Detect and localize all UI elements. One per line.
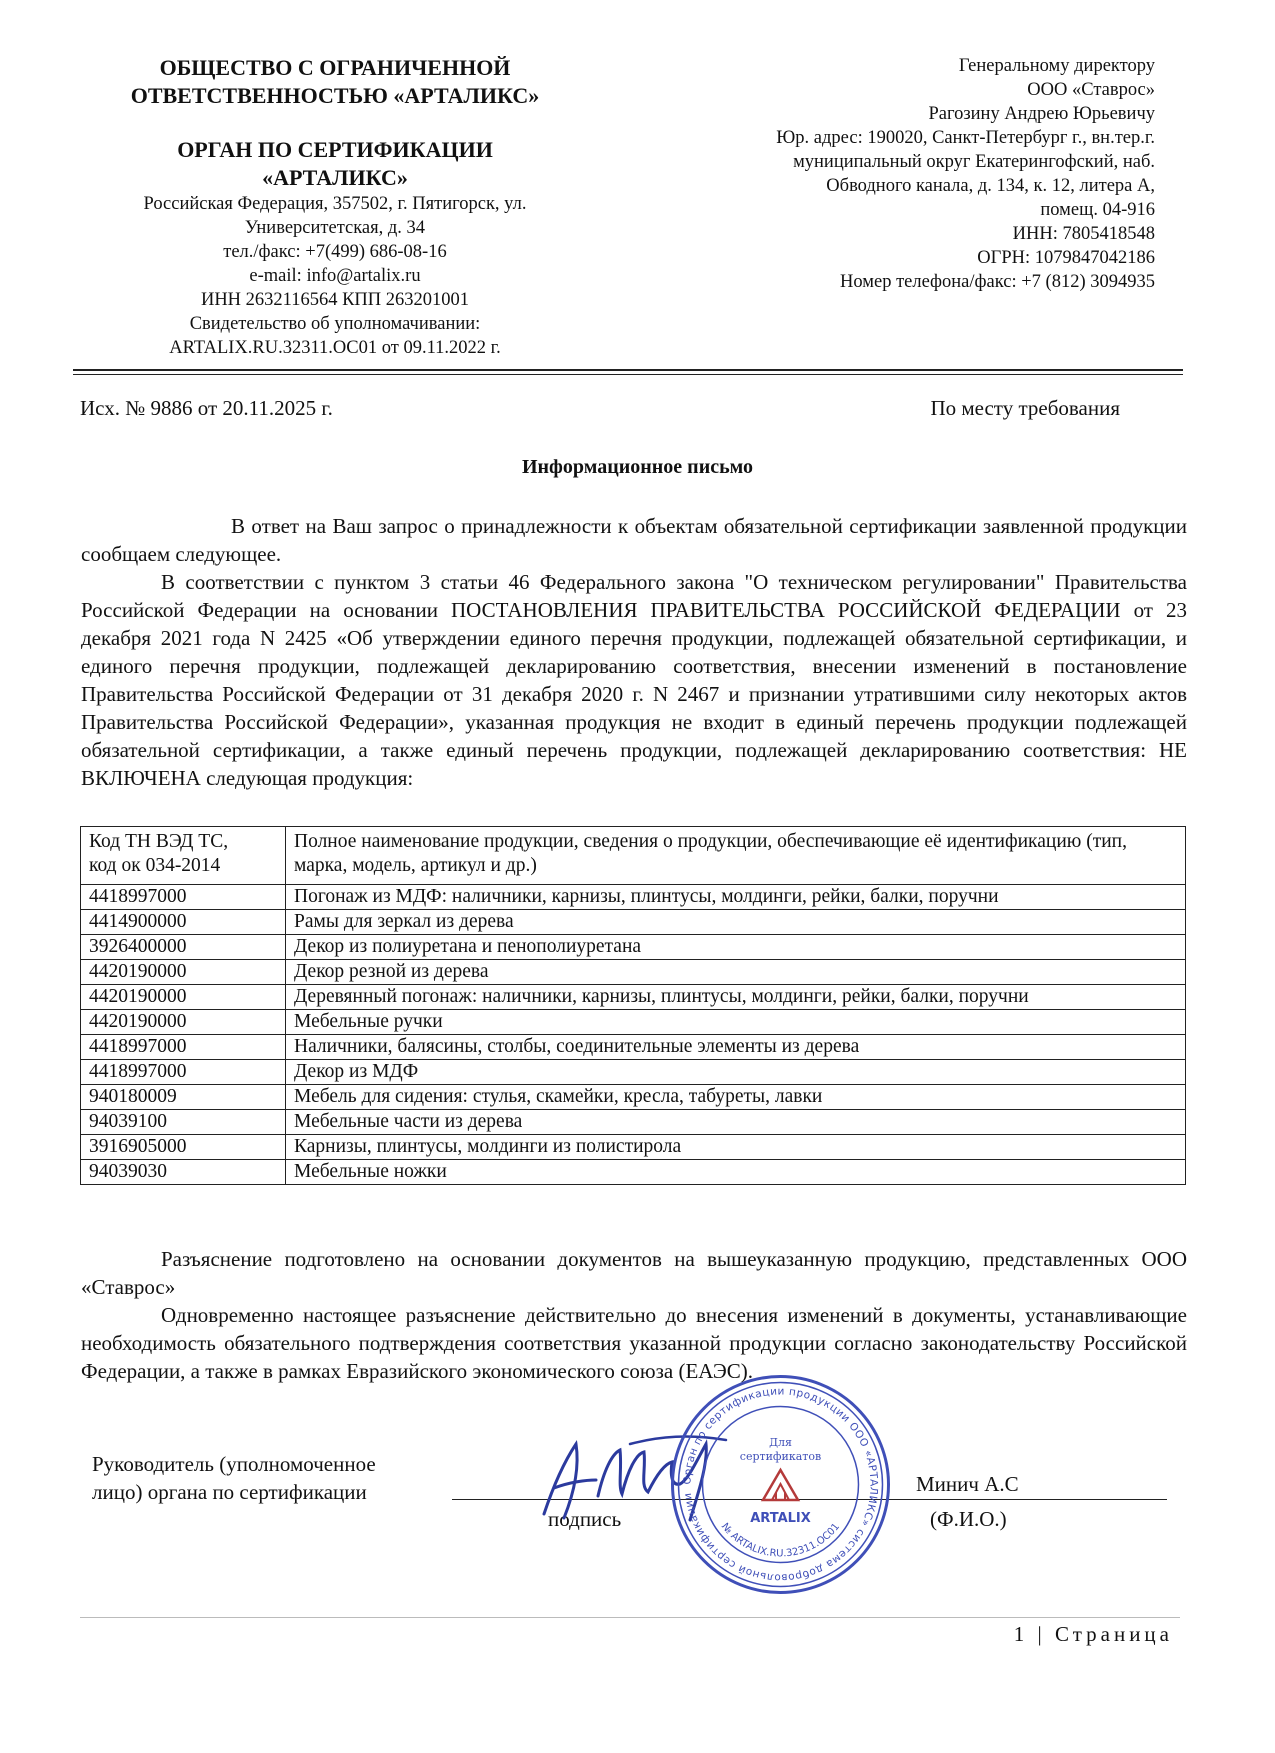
products-table — [80, 826, 1186, 1185]
table-row — [81, 1010, 1186, 1035]
product-code: 94039030 — [81, 1160, 286, 1185]
stamp-ring-text: Орган по сертификации продукции ООО «АРТАЛИКС» система добровольной сертификации — [681, 1385, 880, 1584]
product-name: Декор резной из дерева — [286, 960, 1186, 985]
product-name: Погонаж из МДФ: наличники, карнизы, плинтусы, молдинги, рейки, балки, поручни — [286, 885, 1186, 910]
product-name: Наличники, балясины, столбы, соединительные элементы из дерева — [286, 1035, 1186, 1060]
table-header-row — [81, 827, 1186, 885]
sender-phone: тел./факс: +7(499) 686-08-16 — [223, 242, 447, 262]
sender-address-line2: Университетская, д. 34 — [244, 218, 426, 238]
product-code: 4418997000 — [81, 1035, 286, 1060]
paragraph-basis-docs: Разъяснение подготовлено на основании документов на вышеуказанную продукцию, представленных ООО «Ставрос» — [81, 1247, 1187, 1299]
recipient-line: ОГРН: 1079847042186 — [977, 248, 1155, 268]
product-name: Рамы для зеркал из дерева — [286, 910, 1186, 935]
product-name: Мебельные ручки — [286, 1010, 1186, 1035]
table-row — [81, 1035, 1186, 1060]
table-row — [81, 1060, 1186, 1085]
table-row — [81, 910, 1186, 935]
paragraph-legal-basis: В соответствии с пунктом 3 статьи 46 Федерального закона "О техническом регулировании" Правительства Российской Федерации на основании ПОСТАНОВЛЕНИЯ ПРАВИТЕЛЬСТВА РОССИЙСКОЙ ФЕДЕРАЦИИ от 23 декабря 2021 года N 2425 «Об утверждении единого перечня продукции, подлежащей обязательной сертификации, и единого перечня продукции, подлежащей декларированию соответствия, внесении изменений в постановление Правительства Российской Федерации от 31 декабря 2020 г. N 2467 и признании утратившими силу некоторых актов Правительства Российской Федерации», указанная продукция не входит в единый перечень продукции подлежащей обязательной сертификации, а также единый перечень продукции, подлежащей декларированию соответствия: НЕ ВКЛЮЧЕНА следующая продукция: — [81, 570, 1187, 790]
sender-org-name: ОБЩЕСТВО С ОГРАНИЧЕННОЙ ОТВЕТСТВЕННОСТЬЮ «АРТАЛИКС» — [130, 55, 540, 108]
sender-cert-line2: ARTALIX.RU.32311.OC01 от 09.11.2022 г. — [169, 338, 501, 358]
table-row — [81, 885, 1186, 910]
certification-body-name: ОРГАН ПО СЕРТИФИКАЦИИ «АРТАЛИКС» — [177, 137, 493, 190]
product-code: 4418997000 — [81, 1060, 286, 1085]
table-row — [81, 935, 1186, 960]
product-name: Деревянный погонаж: наличники, карнизы, плинтусы, молдинги, рейки, балки, поручни — [286, 985, 1186, 1010]
sender-inn-kpp: ИНН 2632116564 КПП 263201001 — [200, 290, 470, 310]
header-code-cell: Код ТН ВЭД ТС, код ок 034-2014 — [81, 827, 286, 885]
certification-stamp — [668, 1372, 893, 1597]
product-code: 4420190000 — [81, 960, 286, 985]
product-name: Мебель для сидения: стулья, скамейки, кресла, табуреты, лавки — [286, 1085, 1186, 1110]
recipient-line: Номер телефона/факс: +7 (812) 3094935 — [840, 272, 1155, 292]
fio-label: (Ф.И.О.) — [930, 1507, 1007, 1531]
recipient-line: Обводного канала, д. 134, к. 12, литера А, — [826, 176, 1155, 196]
footer-divider — [80, 1617, 1180, 1618]
product-code: 94039100 — [81, 1110, 286, 1135]
destination: По месту требования — [930, 396, 1120, 420]
page-number: 1 | Страница — [1013, 1622, 1173, 1646]
sender-cert-line1: Свидетельство об уполномачивании: — [189, 314, 481, 334]
product-name: Декор из полиуретана и пенополиуретана — [286, 935, 1186, 960]
product-code: 3926400000 — [81, 935, 286, 960]
recipient-line: Рагозину Андрею Юрьевичу — [928, 104, 1155, 124]
table-row — [81, 1110, 1186, 1135]
product-code: 4414900000 — [81, 910, 286, 935]
table-row — [81, 1135, 1186, 1160]
table-row — [81, 1085, 1186, 1110]
signer-role: Руководитель (уполномоченное лицо) органа по сертификации — [92, 1452, 376, 1504]
outgoing-number: Исх. № 9886 от 20.11.2025 г. — [80, 396, 333, 420]
product-code: 3916905000 — [81, 1135, 286, 1160]
sender-address-line1: Российская Федерация, 357502, г. Пятигорск, ул. — [143, 194, 527, 214]
recipient-line: помещ. 04-916 — [1040, 200, 1155, 220]
paragraph-validity: Одновременно настоящее разъяснение действительно до внесения изменений в документы, устанавливающие необходимость обязательного подтверждения соответствия указанной продукции согласно законодательству Российской Федерации, а также в рамках Евразийского экономического союза (ЕАЭС). — [81, 1303, 1187, 1383]
stamp-brand: ARTALIX — [750, 1511, 811, 1526]
product-code: 4420190000 — [81, 985, 286, 1010]
product-code: 4420190000 — [81, 1010, 286, 1035]
sender-block — [95, 54, 575, 360]
table-row — [81, 985, 1186, 1010]
product-name: Декор из МДФ — [286, 1060, 1186, 1085]
recipient-block — [595, 54, 1155, 294]
product-name: Мебельные части из дерева — [286, 1110, 1186, 1135]
recipient-line: муниципальный округ Екатерингофский, наб. — [793, 152, 1155, 172]
stamp-center-top: Для — [769, 1436, 792, 1449]
header-divider-thin — [73, 374, 1183, 375]
product-code: 940180009 — [81, 1085, 286, 1110]
paragraph-intro: В ответ на Ваш запрос о принадлежности к объектам обязательной сертификации заявленной продукции сообщаем следующее. — [81, 514, 1187, 566]
product-name: Мебельные ножки — [286, 1160, 1186, 1185]
table-row — [81, 1160, 1186, 1185]
letter-title: Информационное письмо — [521, 456, 754, 478]
signature-label: подпись — [548, 1507, 622, 1531]
signer-name: Минич А.С — [916, 1472, 1019, 1496]
stamp-logo-icon — [763, 1470, 798, 1500]
product-name: Карнизы, плинтусы, молдинги из полистирола — [286, 1135, 1186, 1160]
sender-email: e-mail: info@artalix.ru — [249, 266, 421, 286]
product-code: 4418997000 — [81, 885, 286, 910]
table-row — [81, 960, 1186, 985]
stamp-reg-text: № ARTALIX.RU.32311.OC01 — [718, 1521, 843, 1560]
recipient-line: ООО «Ставрос» — [1027, 80, 1155, 100]
recipient-line: ИНН: 7805418548 — [1012, 224, 1155, 244]
header-divider — [73, 369, 1183, 371]
recipient-line: Генеральному директору — [958, 56, 1155, 76]
recipient-line: Юр. адрес: 190020, Санкт-Петербург г., вн.тер.г. — [776, 128, 1155, 148]
svg-text:№ ARTALIX.RU.32311.OC01 — [719, 1521, 842, 1559]
header-name-cell: Полное наименование продукции, сведения о продукции, обеспечивающие её идентификацию (тип, марка, модель, артикул и др.) — [286, 827, 1186, 885]
stamp-center-mid: сертификатов — [739, 1450, 822, 1463]
